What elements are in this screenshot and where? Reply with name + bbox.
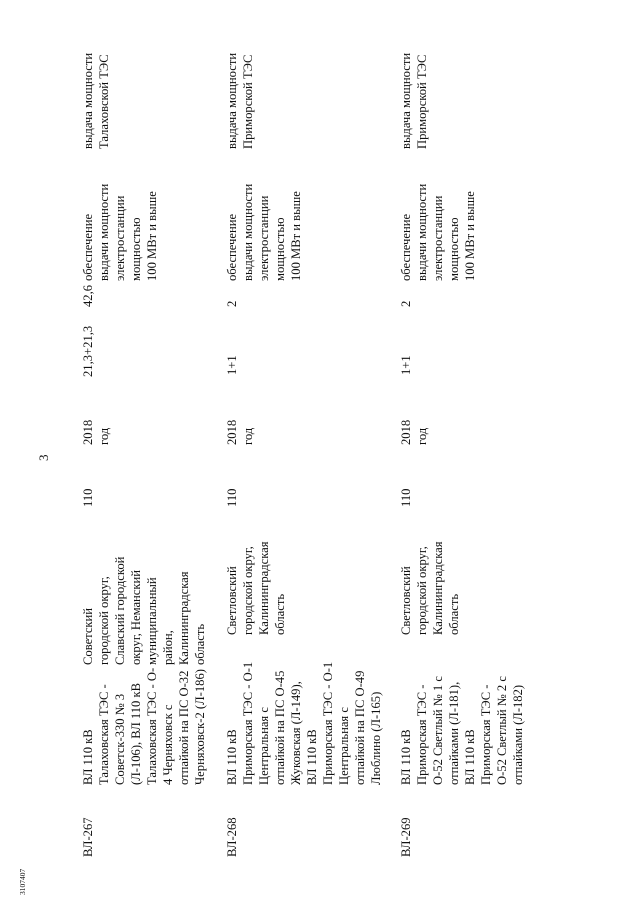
line-voltage: 110 bbox=[81, 488, 95, 507]
line-area: Светловский городской округ, Калининградская область bbox=[225, 541, 287, 635]
line-area: Советский городской округ, Славский городской округ, Неманский муниципальный район, Калининградская область bbox=[81, 556, 207, 665]
line-circuit-length: 1+1 bbox=[225, 355, 239, 375]
document-code: 3107407 bbox=[18, 868, 27, 895]
line-id: ВЛ-267 bbox=[81, 817, 95, 857]
line-name: ВЛ 110 кВ Талаховская ТЭС - Советск-330 № 3 (Л-106), ВЛ 110 кВ Талаховская ТЭС - О- 4 Черняховск с отпайкой на ПС О-32 Черняховск-2 (Л-186) bbox=[81, 667, 207, 785]
line-year: 2018 год bbox=[81, 419, 111, 445]
line-purpose: обеспечение выдачи мощности электростанции мощностью 100 МВт и выше bbox=[81, 183, 159, 281]
page-number: 3 bbox=[36, 454, 51, 461]
line-effect: выдача мощности Талаховской ТЭС bbox=[81, 52, 111, 149]
line-voltage: 110 bbox=[225, 488, 239, 507]
line-purpose: обеспечение выдачи мощности электростанции мощностью 100 МВт и выше bbox=[399, 183, 477, 281]
line-year: 2018 год bbox=[225, 419, 255, 445]
line-circuit-length: 1+1 bbox=[399, 355, 413, 375]
line-total-length: 42,6 bbox=[81, 284, 95, 307]
line-effect: выдача мощности Приморской ТЭС bbox=[225, 52, 255, 149]
line-effect: выдача мощности Приморской ТЭС bbox=[399, 52, 429, 149]
line-total-length: 2 bbox=[225, 300, 239, 307]
line-area: Светловский городской округ, Калининградская область bbox=[399, 541, 461, 635]
line-name: ВЛ 110 кВ Приморская ТЭС - О-1 Центральная с отпайкой на ПС О-45 Жуковская (Л-149), ВЛ 110 кВ Приморская ТЭС - О-1 Центральная с отпайкой на ПС О-49 Люблино (Л-165) bbox=[225, 661, 383, 785]
line-id: ВЛ-268 bbox=[225, 817, 239, 857]
line-total-length: 2 bbox=[399, 300, 413, 307]
line-year: 2018 год bbox=[399, 419, 429, 445]
line-name: ВЛ 110 кВ Приморская ТЭС - О-52 Светлый № 1 с отпайками (Л-181), ВЛ 110 кВ Приморская ТЭС - О-52 Светлый № 2 с отпайками (Л-182) bbox=[399, 676, 525, 785]
line-circuit-length: 21,3+21,3 bbox=[81, 325, 95, 377]
line-purpose: обеспечение выдачи мощности электростанции мощностью 100 МВт и выше bbox=[225, 183, 303, 281]
line-voltage: 110 bbox=[399, 488, 413, 507]
line-id: ВЛ-269 bbox=[399, 817, 413, 857]
